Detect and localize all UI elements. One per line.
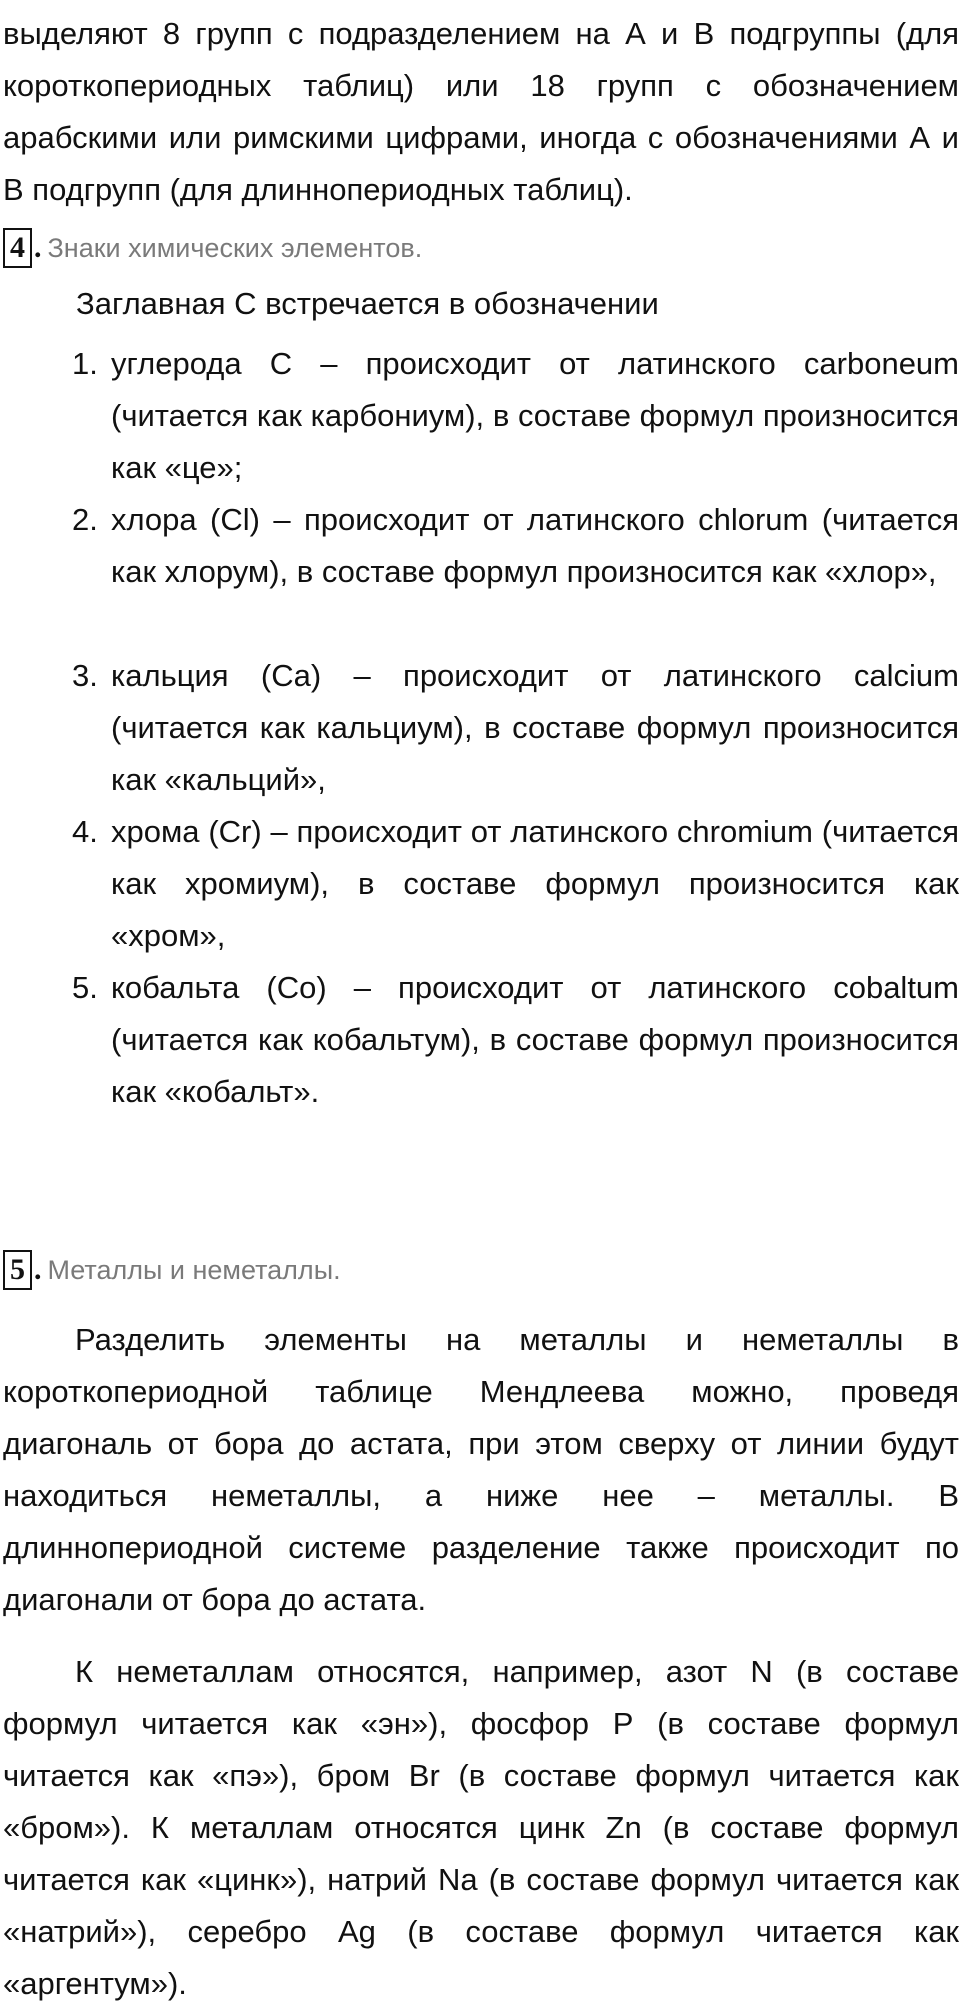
list-item: [72, 338, 959, 494]
metals-paragraph-1: Разделить элементы на металлы и неметаллы в короткопериодной таблице Мендлеева можно, проведя диагональ от бора до астата, при этом сверху от линии будут находиться неметаллы, а ниже нее – металлы. В длиннопериодной системе разделение также происходит по диагонали от бора до астата.: [3, 1322, 959, 1617]
list-item-number: 4.: [72, 814, 98, 849]
list-item-number: 3.: [72, 658, 98, 693]
list-item-text: углерода С – происходит от латинского carboneum (читается как карбониум), в составе формул произносится как «це»;: [111, 346, 959, 485]
element-symbols-list: [72, 338, 959, 1118]
metals-paragraph-2: К неметаллам относятся, например, азот N (в составе формул читается как «эн»), фосфор Р (в составе формул читается как «пэ»), бром Br (в составе формул читается как «бром»). К металлам относятся цинк Zn (в составе формул читается как «цинк»), натрий Na (в составе формул читается как «натрий»), серебро Ag (в составе формул читается как «аргентум»).: [3, 1654, 959, 2001]
section-4-heading: 4 . Знаки химических элементов.: [3, 226, 422, 270]
section-4-number: 4: [3, 228, 32, 268]
list-item: [72, 650, 959, 806]
section-5-title: Металлы и неметаллы.: [47, 1254, 341, 1285]
list-item-text: кобальта (Co) – происходит от латинского cobaltum (читается как кобальтум), в составе формул произносится как «кобальт».: [111, 970, 959, 1109]
section-4-title: Знаки химических элементов.: [47, 232, 423, 263]
intro-paragraph: выделяют 8 групп с подразделением на А и В подгруппы (для короткопериодных таблиц) или 18 групп с обозначением арабскими или римскими цифрами, иногда с обозначениями А и В подгрупп (для длиннопериодных таблиц).: [3, 16, 959, 207]
section-5-number: 5: [3, 1250, 32, 1290]
list-item-text: хрома (Cr) – происходит от латинского chromium (читается как хромиум), в составе формул произносится как «хром»,: [111, 814, 959, 953]
list-item-text: кальция (Ca) – происходит от латинского calcium (читается как кальциум), в составе формул произносится как «кальций»,: [111, 658, 959, 797]
list-item-number: 1.: [72, 346, 98, 381]
list-item: [72, 494, 959, 650]
list-item: [72, 962, 959, 1118]
section-4-intro: Заглавная С встречается в обозначении: [76, 286, 659, 321]
list-item: [72, 806, 959, 962]
list-item-number: 2.: [72, 502, 98, 537]
list-item-text: хлора (Cl) – происходит от латинского chlorum (читается как хлорум), в составе формул произносится как «хлор»,: [111, 502, 959, 589]
section-5-heading: 5 . Металлы и неметаллы.: [3, 1248, 341, 1292]
list-item-number: 5.: [72, 970, 98, 1005]
